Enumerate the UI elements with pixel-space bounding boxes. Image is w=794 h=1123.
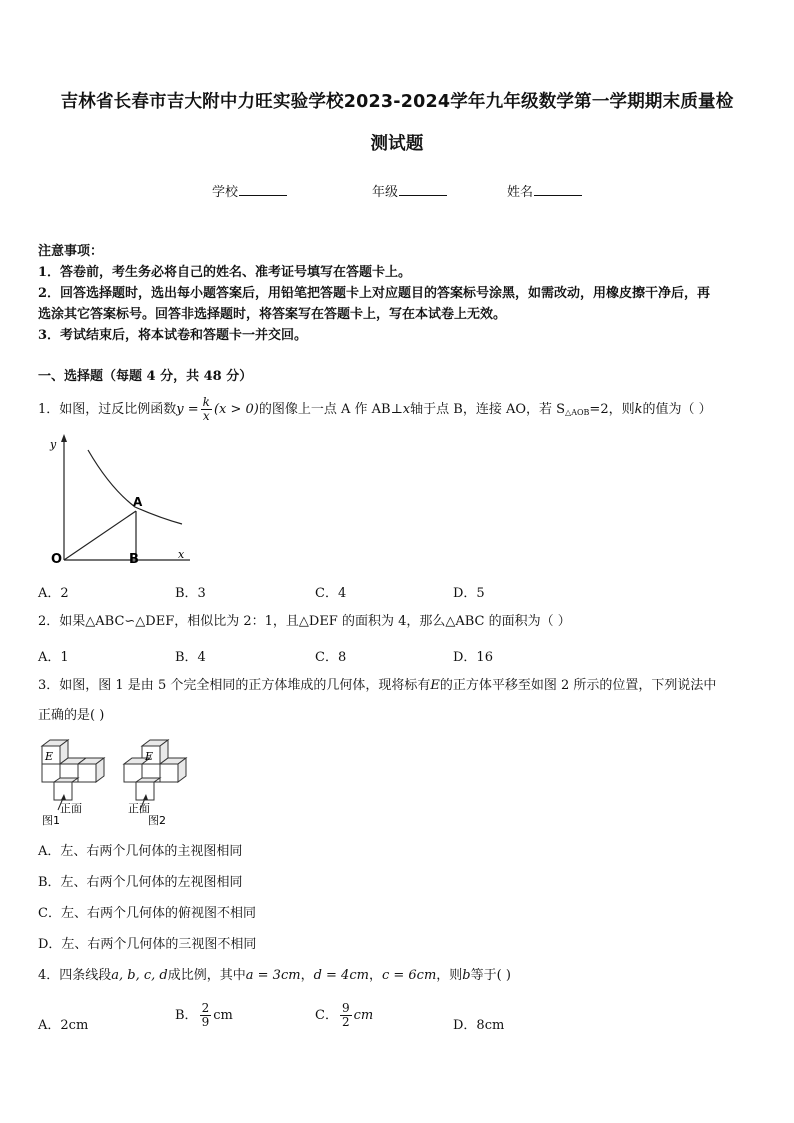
q1-var-k: k xyxy=(634,402,643,417)
question-3-line1 xyxy=(38,676,716,696)
q4-option-b-fraction xyxy=(200,1002,212,1029)
q4-option-b-unit: cm xyxy=(213,1008,233,1023)
q4-option-c xyxy=(315,1002,373,1029)
q1-option-d: D．5 xyxy=(453,586,485,601)
q1-point-b-label: B xyxy=(129,552,139,567)
notes-heading: 注意事项： xyxy=(38,244,104,259)
question-2-text: 2．如果△ABC∽△DEF，相似比为 2：1，且△DEF 的面积为 4，那么△ABC 的面积为（ ） xyxy=(38,614,571,629)
school-label: 学校 xyxy=(212,185,239,200)
q1-y-label: y xyxy=(50,438,57,451)
q1-option-b: B．3 xyxy=(175,586,206,601)
question-3-line2: 正确的是( ) xyxy=(38,708,105,723)
q3-text-a: 3．如图，图 1 是由 5 个完全相同的正方体堆成的几何体，现将标有 xyxy=(38,678,431,693)
q1-func-y: y = xyxy=(176,402,199,417)
q4-d-eq: d = 4cm xyxy=(313,968,369,983)
q1-suffix: 的值为（ ） xyxy=(642,402,712,417)
grade-blank xyxy=(399,183,447,196)
q4-mid2: ，则 xyxy=(436,968,463,983)
document-title-line2: 测试题 xyxy=(370,134,424,154)
q4-prefix: 4．四条线段 xyxy=(38,968,112,983)
document-title-line1: 吉林省长春市吉大附中力旺实验学校2023-2024学年九年级数学第一学期期末质量检 xyxy=(60,92,734,112)
grade-label: 年级 xyxy=(372,185,399,200)
q3-fig1-e-label: E xyxy=(45,750,54,763)
q4-option-a: A．2cm xyxy=(38,1018,89,1033)
q2-option-b: B．4 xyxy=(175,650,206,665)
q4-vars: a, b, c, d xyxy=(111,968,168,983)
q1-func-fraction xyxy=(201,396,212,423)
q4-a-eq: a = 3cm xyxy=(245,968,301,983)
q2-option-d: D．16 xyxy=(453,650,493,665)
q3-fig2-caption: 图2 xyxy=(148,814,166,827)
q3-fig2-front-label: 正面 xyxy=(128,802,150,815)
name-field xyxy=(507,181,582,200)
q4-option-b xyxy=(175,1002,233,1029)
note-3: 3．考试结束后，将本试卷和答题卡一并交回。 xyxy=(38,328,308,343)
q4-option-c-denominator: 2 xyxy=(341,1015,350,1029)
name-label: 姓名 xyxy=(507,185,534,200)
q3-var-e: E xyxy=(430,678,440,693)
q3-fig1-front-label: 正面 xyxy=(60,802,82,815)
q4-suffix: 等于( ) xyxy=(470,968,511,983)
q1-option-a: A．2 xyxy=(38,586,69,601)
q3-option-d: D．左、右两个几何体的三视图不相同 xyxy=(38,937,257,952)
q4-option-c-label: C． xyxy=(315,1008,338,1023)
note-1: 1．答卷前，考生务必将自己的姓名、准考证号填写在答题卡上。 xyxy=(38,265,412,280)
school-field xyxy=(212,181,287,200)
q4-option-c-fraction xyxy=(340,1002,352,1029)
q4-option-d: D．8cm xyxy=(453,1018,505,1033)
q3-option-a: A．左、右两个几何体的主视图相同 xyxy=(38,844,243,859)
section-heading: 一、选择题（每题 4 分，共 48 分） xyxy=(38,369,253,384)
q3-text-b: 的正方体平移至如图 2 所示的位置，下列说法中 xyxy=(439,678,717,693)
school-blank xyxy=(239,183,287,196)
q4-option-b-numerator: 2 xyxy=(201,1001,210,1015)
q1-func-condition: (x > 0) xyxy=(213,402,259,417)
q1-func-denominator: x xyxy=(202,409,210,423)
q1-prefix: 1．如图，过反比例函数 xyxy=(38,402,177,417)
q1-origin-label: O xyxy=(51,552,63,567)
q4-option-b-label: B． xyxy=(175,1008,198,1023)
q4-c-eq: c = 6cm xyxy=(381,968,437,983)
q1-mid3: =2，则 xyxy=(589,402,635,417)
q4-mid: 成比例，其中 xyxy=(167,968,246,983)
q1-axis: x xyxy=(402,402,411,417)
q1-option-c: C．4 xyxy=(315,586,347,601)
q1-func-numerator: k xyxy=(202,395,210,409)
q1-line-ao xyxy=(64,511,136,560)
q1-point-a-label: A xyxy=(133,495,143,509)
q4-option-c-unit: cm xyxy=(353,1008,374,1023)
q4-option-c-numerator: 9 xyxy=(341,1001,350,1015)
q3-option-c: C．左、右两个几何体的俯视图不相同 xyxy=(38,906,256,921)
q1-x-label: x xyxy=(178,548,185,561)
q2-option-a: A．1 xyxy=(38,650,69,665)
q4-var-b: b xyxy=(462,968,471,983)
name-blank xyxy=(534,183,582,196)
q1-curve xyxy=(88,450,182,524)
q3-figure xyxy=(36,738,192,828)
note-2a: 2．回答选择题时，选出每小题答案后，用铅笔把答题卡上对应题目的答案标号涂黑，如需改动，用橡皮擦干净后，再 xyxy=(38,286,711,301)
q1-graph xyxy=(40,432,200,572)
q3-option-b: B．左、右两个几何体的左视图相同 xyxy=(38,875,243,890)
grade-field xyxy=(372,181,447,200)
q4-option-b-denominator: 9 xyxy=(201,1015,210,1029)
q1-subscript: △AOB xyxy=(565,408,590,417)
q3-fig1-caption: 图1 xyxy=(42,814,60,827)
q2-option-c: C．8 xyxy=(315,650,347,665)
note-2b: 选涂其它答案标号。回答非选择题时，将答案写在答题卡上，写在本试卷上无效。 xyxy=(38,307,507,322)
q1-mid2: 轴于点 B，连接 AO，若 S xyxy=(410,402,566,417)
question-1-text xyxy=(38,396,712,426)
q3-fig2-e-label: E xyxy=(145,750,154,763)
question-4-text: 4．四条线段a, b, c, d成比例，其中a = 3cm，d = 4cm，c = 6cm，则b等于( ) xyxy=(38,968,511,983)
q1-mid: 的图像上一点 A 作 AB⊥ xyxy=(258,402,403,417)
